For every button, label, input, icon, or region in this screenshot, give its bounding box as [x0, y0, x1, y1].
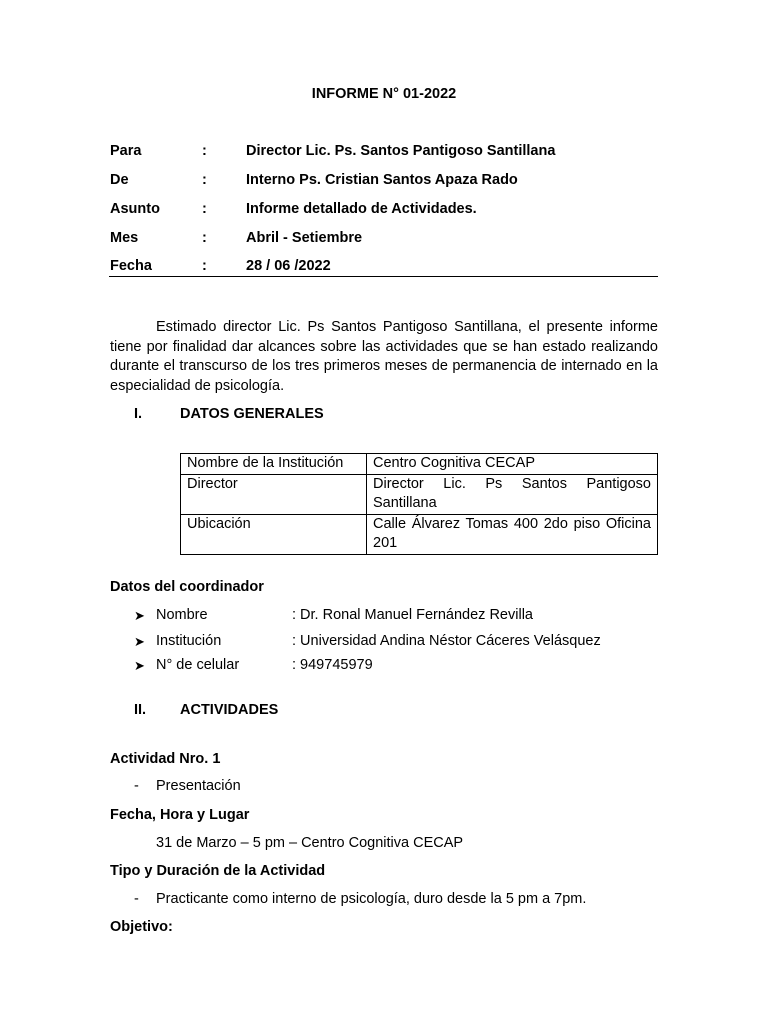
header-colon: :: [202, 230, 207, 246]
header-value: 28 / 06 /2022: [246, 258, 331, 274]
header-colon: :: [202, 258, 207, 274]
table-row: [181, 514, 658, 554]
section-number: II.: [134, 702, 147, 718]
table-key: Director: [181, 474, 367, 514]
section-number: I.: [134, 406, 143, 422]
table-key: Nombre de la Institución: [181, 454, 367, 475]
coordinator-heading: Datos del coordinador: [110, 579, 264, 595]
table-value: Director Lic. Ps Santos Pantigoso Santillana: [367, 474, 658, 514]
table-value: Calle Álvarez Tomas 400 2do piso Oficina 201: [367, 514, 658, 554]
dash-bullet: -: [134, 778, 139, 794]
objective-heading: Objetivo:: [110, 919, 173, 935]
header-label: Fecha: [110, 258, 152, 274]
dash-bullet: -: [134, 891, 139, 907]
arrow-bullet-icon: ➤: [134, 658, 145, 673]
coordinator-value: : Universidad Andina Néstor Cáceres Velásquez: [292, 633, 601, 649]
date-text: 31 de Marzo – 5 pm – Centro Cognitiva CECAP: [156, 835, 464, 851]
general-data-table: [180, 453, 658, 555]
header-value: Director Lic. Ps. Santos Pantigoso Santillana: [246, 143, 556, 159]
header-label: Asunto: [110, 201, 160, 217]
header-divider: [109, 276, 658, 277]
coordinator-label: Institución: [156, 633, 222, 649]
table-row: [181, 474, 658, 514]
date-heading: Fecha, Hora y Lugar: [110, 807, 250, 823]
header-label: Mes: [110, 230, 139, 246]
table-value: Centro Cognitiva CECAP: [367, 454, 658, 475]
report-title: INFORME N° 01-2022: [311, 86, 457, 102]
header-value: Informe detallado de Actividades.: [246, 201, 477, 217]
type-heading: Tipo y Duración de la Actividad: [110, 863, 326, 879]
header-value: Abril - Setiembre: [246, 230, 363, 246]
arrow-bullet-icon: ➤: [134, 634, 145, 649]
header-value: Interno Ps. Cristian Santos Apaza Rado: [246, 172, 518, 188]
activity-heading: Actividad Nro. 1: [110, 751, 221, 767]
header-label: Para: [110, 143, 142, 159]
section-title: DATOS GENERALES: [180, 406, 324, 422]
coordinator-label: N° de celular: [156, 657, 240, 673]
header-label: De: [110, 172, 129, 188]
coordinator-value: : 949745979: [292, 657, 373, 673]
table-row: [181, 454, 658, 475]
table-key: Ubicación: [181, 514, 367, 554]
arrow-bullet-icon: ➤: [134, 608, 145, 623]
type-text: Practicante como interno de psicología, duro desde la 5 pm a 7pm.: [156, 891, 587, 907]
section-title: ACTIVIDADES: [180, 702, 279, 718]
activity-item: Presentación: [156, 778, 241, 794]
header-colon: :: [202, 172, 207, 188]
coordinator-label: Nombre: [156, 607, 208, 623]
header-colon: :: [202, 143, 207, 159]
coordinator-value: : Dr. Ronal Manuel Fernández Revilla: [292, 607, 533, 623]
header-colon: :: [202, 201, 207, 217]
intro-paragraph: Estimado director Lic. Ps Santos Pantigoso Santillana, el presente informe tiene por finalidad dar alcances sobre las actividades que se han estado realizando durante el transcurso de los tres primeros meses de permanencia de internado en la especialidad de psicología.: [110, 319, 658, 394]
